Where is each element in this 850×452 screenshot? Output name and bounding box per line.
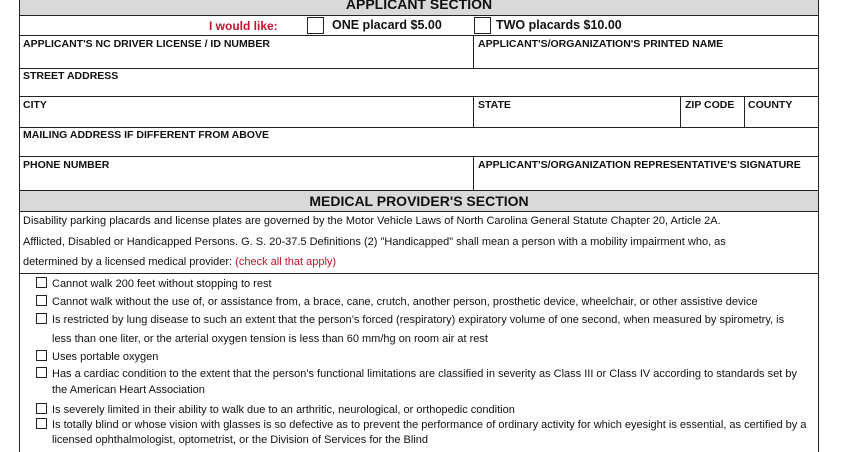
condition-assistive-device-text: Cannot walk without the use of, or assistance from, a brace, cane, crutch, another person, prosthetic device, wheelchair, or other assistive device [52,296,758,308]
phone-number-label: PHONE NUMBER [23,159,110,171]
applicant-section-title: APPLICANT SECTION [345,0,493,12]
condition-lung-disease-checkbox[interactable] [36,313,47,324]
condition-blind-checkbox[interactable] [36,418,47,429]
condition-arthritic-text: Is severely limited in their ability to walk due to an arthritic, neurological, or orthopedic condition [52,404,515,416]
mailing-address-label: MAILING ADDRESS IF DIFFERENT FROM ABOVE [23,129,269,141]
condition-blind-text: Is totally blind or whose vision with glasses is so defective as to prevent the performance of ordinary activity for which eyesight is essential, as certified by a [52,419,807,431]
condition-lung-disease-continued: less than one liter, or the arterial oxygen tension is less than 60 mm/hg on room air at rest [52,333,488,345]
condition-assistive-device [36,295,758,308]
street-address-label: STREET ADDRESS [23,70,119,82]
condition-cardiac-checkbox[interactable] [36,367,47,378]
condition-walk-200 [36,277,272,290]
intro-line-2: Afflicted, Disabled or Handicapped Persons. G. S. 20-37.5 Definitions (2) "Handicapped" shall mean a person with a mobility impairment who, as [23,236,726,248]
condition-portable-oxygen [36,350,158,363]
condition-blind [36,418,806,431]
condition-portable-oxygen-text: Uses portable oxygen [52,351,159,363]
city-label: CITY [23,99,47,111]
handicapped-placard-form [19,0,819,452]
condition-arthritic-checkbox[interactable] [36,403,47,414]
condition-cardiac-text: Has a cardiac condition to the extent that the person's functional limitations are classified in severity as Class III or Class IV according to standards set by [52,368,797,380]
condition-lung-disease-text: Is restricted by lung disease to such an extent that the person’s forced (respiratory) expiratory volume of one second, when measured by spirometry, is [52,314,785,326]
condition-cardiac-continued: the American Heart Association [52,384,205,396]
county-label: COUNTY [748,99,793,111]
condition-assistive-device-checkbox[interactable] [36,295,47,306]
condition-arthritic [36,403,515,416]
zip-code-label: ZIP CODE [685,99,735,111]
license-number-label: APPLICANT'S NC DRIVER LICENSE / ID NUMBER [23,38,270,50]
medical-section-title: MEDICAL PROVIDER'S SECTION [309,193,529,209]
signature-label: APPLICANT'S/ORGANIZATION REPRESENTATIVE'S SIGNATURE [478,159,801,171]
medical-section-header [20,190,818,212]
condition-cardiac [36,367,797,380]
condition-walk-200-text: Cannot walk 200 feet without stopping to rest [52,278,272,290]
intro-line-1: Disability parking placards and license plates are governed by the Motor Vehicle Laws of North Carolina General Statute Chapter 20, Article 2A. [23,215,721,227]
applicant-section-header [20,0,818,16]
one-placard-checkbox[interactable] [307,17,324,34]
intro-line-3 [23,256,336,268]
one-placard-label: ONE placard $5.00 [332,18,442,32]
condition-walk-200-checkbox[interactable] [36,277,47,288]
check-all-note: (check all that apply) [235,256,337,268]
would-like-label: I would like: [209,19,278,33]
condition-portable-oxygen-checkbox[interactable] [36,350,47,361]
two-placards-checkbox[interactable] [474,17,491,34]
condition-lung-disease [36,313,784,326]
two-placards-label: TWO placards $10.00 [496,18,622,32]
intro-line-3-text: determined by a licensed medical provider: [23,256,233,268]
printed-name-label: APPLICANT'S/ORGANIZATION'S PRINTED NAME [478,38,724,50]
condition-blind-continued: licensed ophthalmologist, optometrist, or the Division of Services for the Blind [52,434,429,446]
state-label: STATE [478,99,511,111]
